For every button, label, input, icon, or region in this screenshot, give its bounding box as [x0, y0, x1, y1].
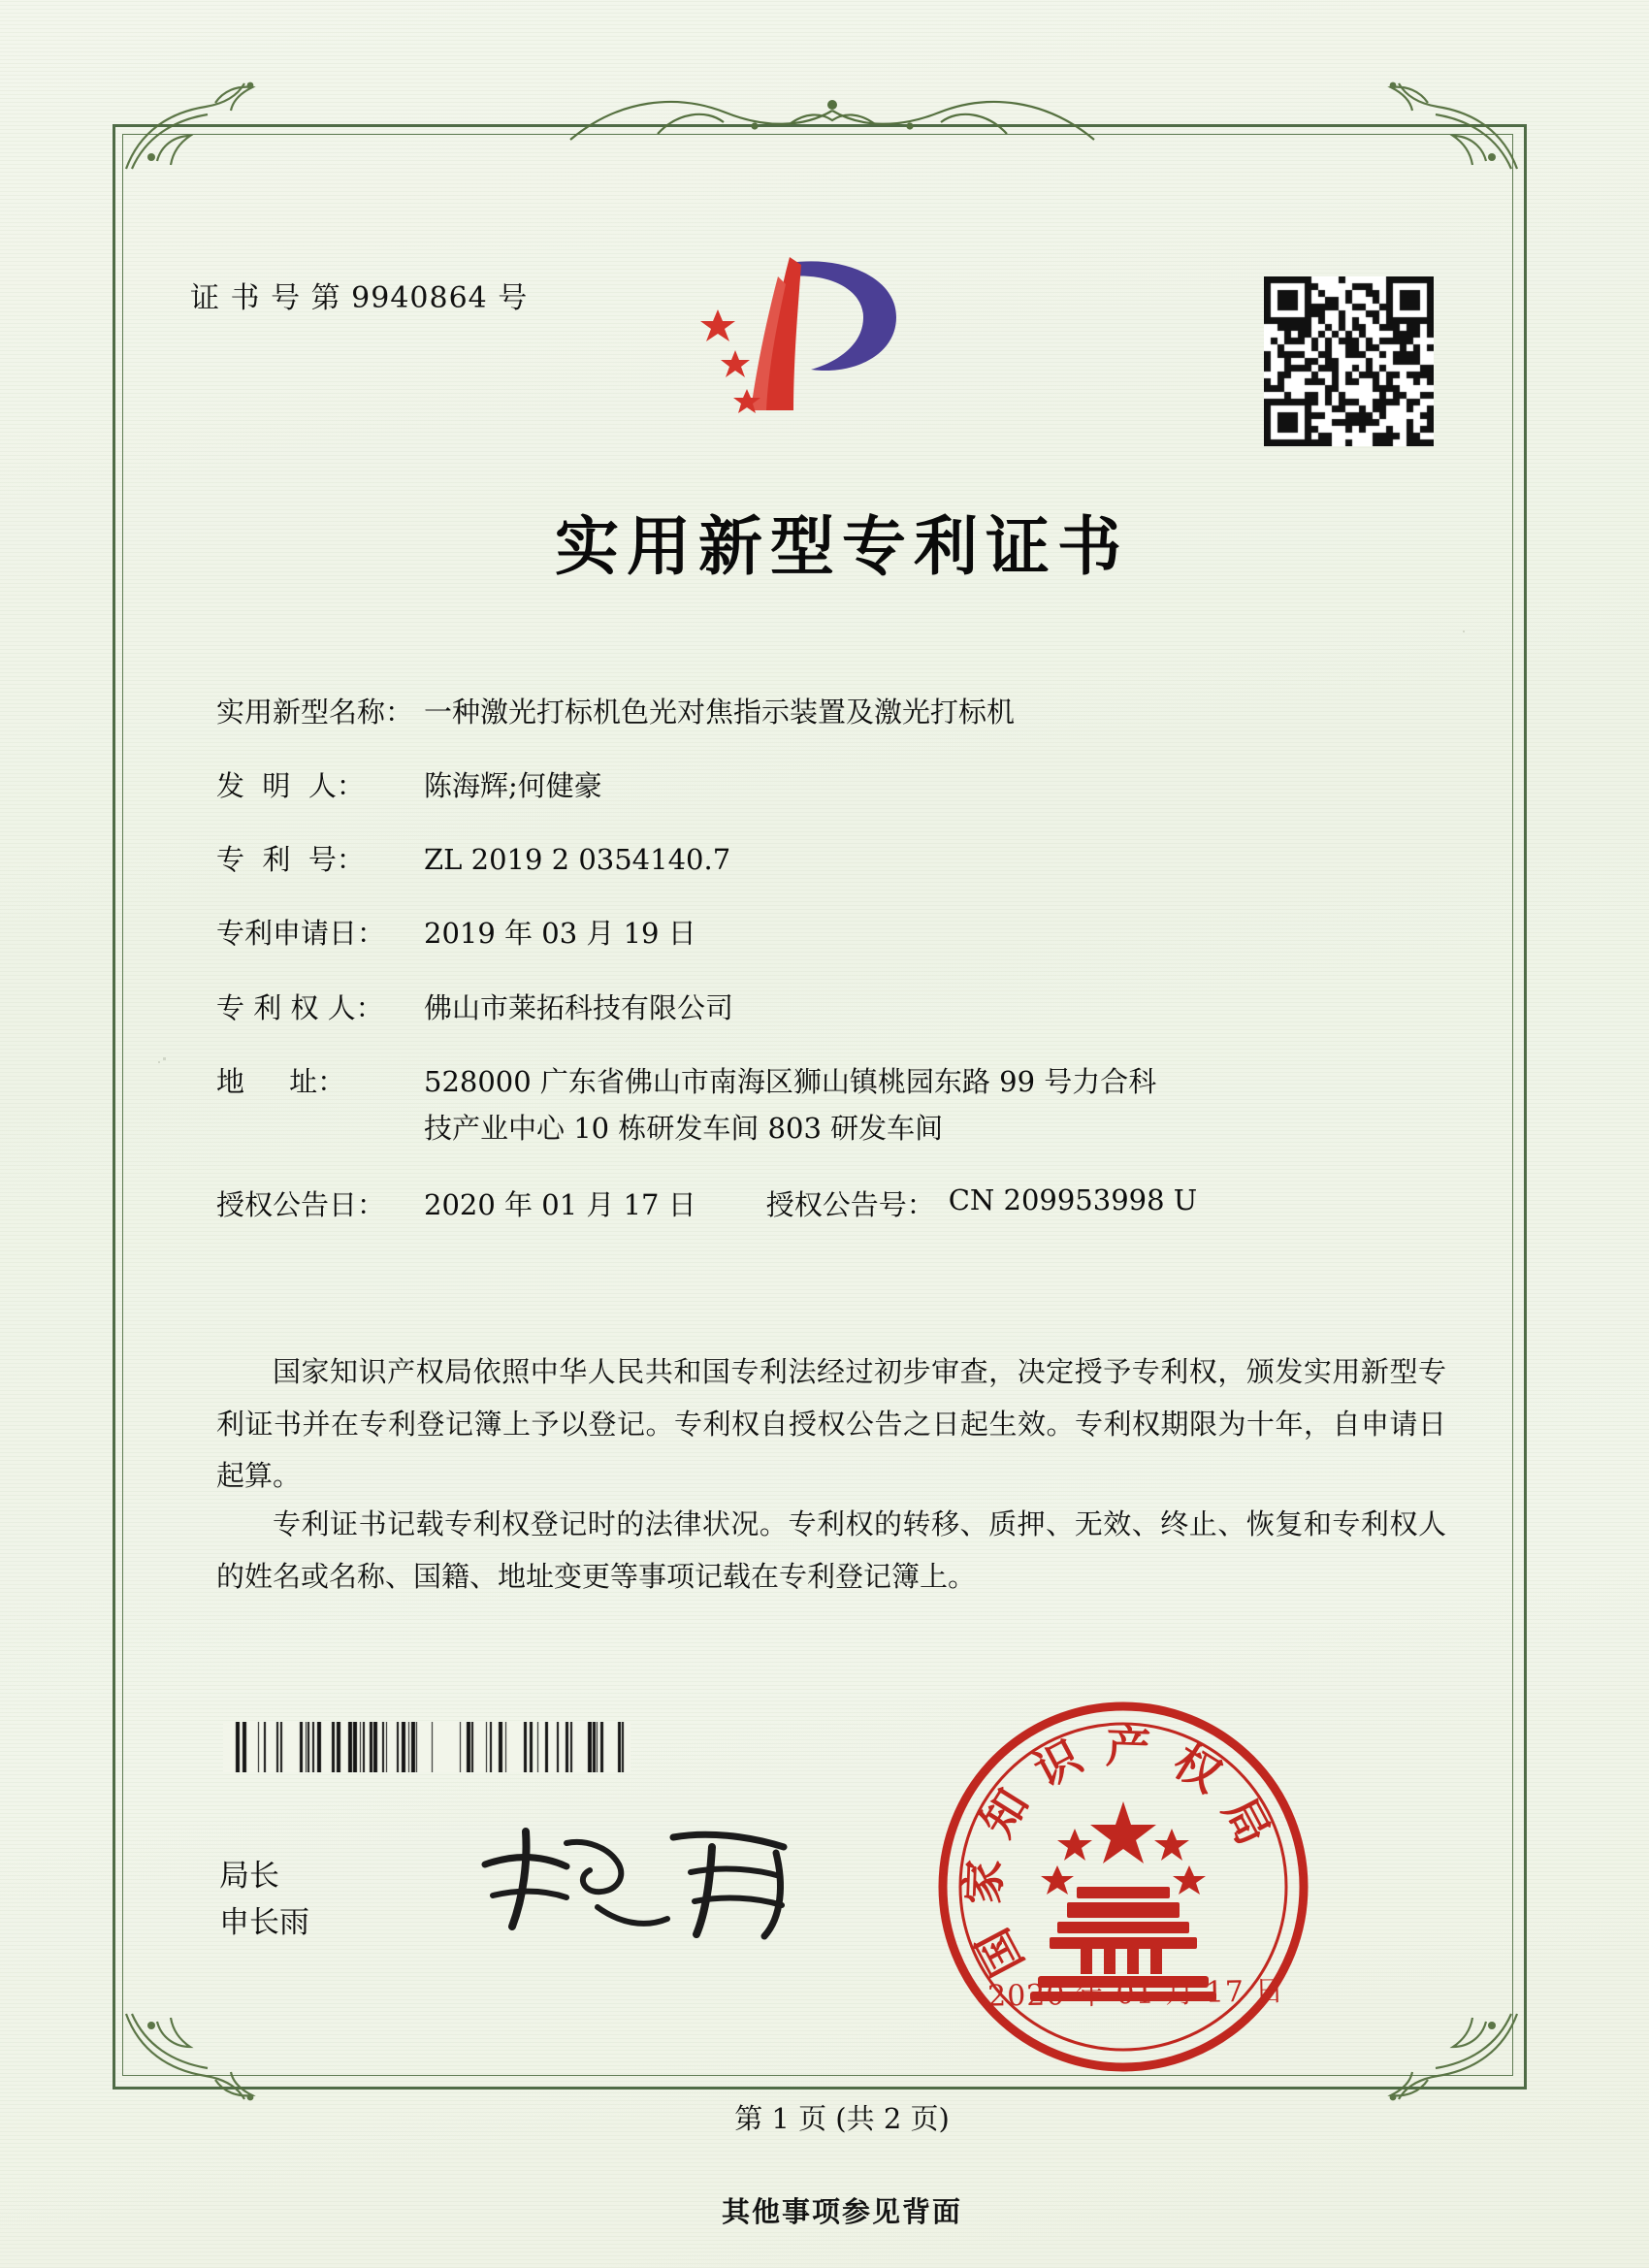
corner-flourish-icon: [122, 68, 268, 175]
field-value: 2019 年 03 月 19 日: [424, 917, 696, 951]
barcode: [223, 1722, 630, 1772]
corner-flourish-icon: [1375, 68, 1521, 175]
page-title: 实用新型专利证书: [555, 508, 1129, 584]
field-label: 授权公告号：: [765, 1187, 935, 1221]
field-address: [216, 1063, 1458, 1148]
field-value: 陈海辉;何健豪: [424, 769, 602, 803]
cnipa-logo: [696, 247, 920, 422]
certificate-number: 证 书 号 第 9940864 号: [190, 281, 529, 315]
grant-row: [216, 1183, 1458, 1223]
field-application-date: [216, 915, 1458, 953]
paper-sheet: [17, 10, 1628, 2241]
svg-text:知: 知: [970, 1779, 1039, 1846]
field-value: ZL 2019 2 0354140.7: [424, 843, 731, 877]
field-label: 发 明 人：: [216, 769, 365, 803]
handwritten-signature: [473, 1814, 823, 1950]
svg-text:产: 产: [1105, 1720, 1151, 1774]
svg-text:局: 局: [1212, 1789, 1280, 1854]
scan-speck: [163, 1057, 166, 1060]
signature-name-label: 申长雨: [219, 1905, 309, 1941]
qr-code: [1264, 276, 1434, 446]
field-patentee: [216, 989, 1458, 1027]
field-value-line1: 528000 广东省佛山市南海区狮山镇桃园东路 99 号力合科: [424, 1064, 1157, 1098]
seal-date: 2020 年 01 月 17 日: [986, 1974, 1285, 2014]
field-label: 地 址：: [216, 1064, 346, 1098]
field-utility-model-name: [216, 694, 1458, 731]
svg-text:识: 识: [1025, 1730, 1090, 1798]
scan-speck: [1463, 631, 1465, 632]
legal-paragraph-1: 国家知识产权局依照中华人民共和国专利法经过初步审查，决定授予专利权，颁发实用新型专利证书并在专利登记簿上予以登记。专利权自授权公告之日起生效。专利权期限为十年，自申请日起算。: [216, 1355, 1446, 1493]
svg-text:权: 权: [1164, 1733, 1231, 1802]
page-number: 第 1 页 (共 2 页): [734, 2102, 950, 2135]
field-label: 授权公告日：: [216, 1187, 386, 1221]
field-grant-announcement-number: CN 209953998 U: [948, 1183, 1198, 1216]
field-label: 专 利 权 人：: [216, 990, 384, 1024]
field-grant-announcement-date: 2020 年 01 月 17 日: [424, 1187, 696, 1221]
field-patent-number: [216, 841, 1458, 879]
svg-text:国: 国: [966, 1920, 1034, 1985]
field-label: 专利申请日：: [216, 917, 386, 951]
national-intellectual-property-administration-seal: [929, 1693, 1317, 2081]
top-ornament-icon: [561, 85, 1104, 153]
field-value-line2: 技产业中心 10 栋研发车间 803 研发车间: [424, 1111, 944, 1145]
grant-number-group: [766, 1183, 1198, 1223]
scan-speck: [158, 1061, 160, 1063]
footer-note: 其他事项参见背面: [721, 2195, 962, 2228]
field-value: 佛山市莱拓科技有限公司: [424, 990, 734, 1024]
field-inventors: [216, 767, 1458, 805]
field-label: 实用新型名称：: [216, 696, 414, 729]
field-value: 一种激光打标机色光对焦指示装置及激光打标机: [424, 696, 1016, 729]
legal-paragraph-2: 专利证书记载专利权登记时的法律状况。专利权的转移、质押、无效、终止、恢复和专利权人的姓名或名称、国籍、地址变更等事项记载在专利登记簿上。: [216, 1507, 1446, 1593]
svg-text:家: 家: [956, 1859, 1011, 1905]
signature-labels: [219, 1853, 309, 1946]
signature-role-label: 局长: [219, 1859, 279, 1894]
field-value: [424, 1063, 1458, 1148]
fields-block: [216, 694, 1458, 1243]
field-label: 专 利 号：: [216, 843, 365, 877]
